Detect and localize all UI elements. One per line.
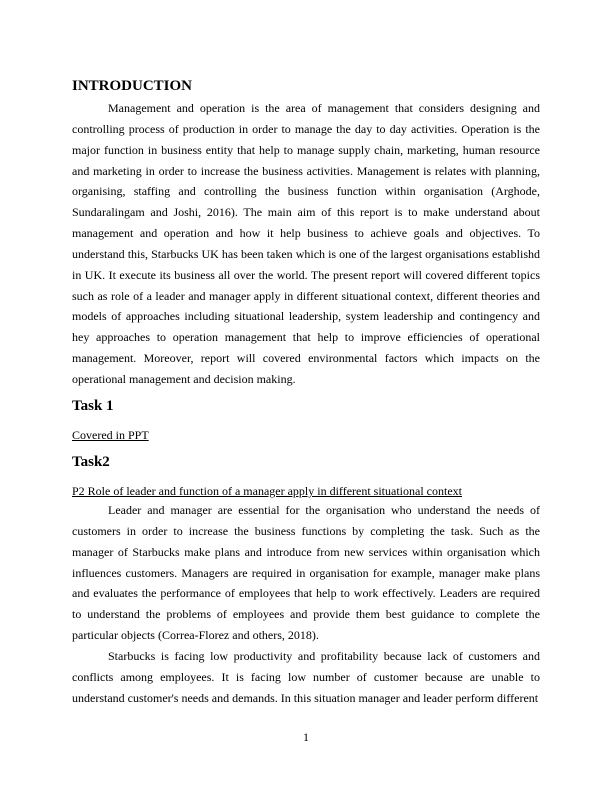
task1-heading: Task 1 — [72, 398, 114, 414]
introduction-heading: INTRODUCTION — [72, 78, 193, 94]
task2-subheading: P2 Role of leader and function of a manager apply in different situational context — [72, 484, 462, 498]
task2-paragraph-1: Leader and manager are essential for the organisation who understand the needs of customers in order to increase the business functions by completing the task. Such as the manager of Starbucks make plans and introduce from new services within organisation which influences customers. Managers are required in organisation for example, manager make plans and evaluates the performance of employees that help to work effectively. Leaders are required to understand the problems of employees and provide them best guidance to complete the particular objects (Correa-Florez and others, 2018). — [72, 503, 540, 643]
task1-note: Covered in PPT — [72, 428, 149, 442]
task2-paragraph-2: Starbucks is facing low productivity and profitability because lack of customers and conflicts among employees. It is facing low number of customer because are unable to understand customer's needs and demands. In this situation manager and leader perform different — [72, 649, 540, 705]
page-number: 1 — [303, 730, 309, 744]
task2-heading: Task2 — [72, 454, 110, 470]
introduction-paragraph: Management and operation is the area of management that considers designing and controlling process of production in order to manage the day to day activities. Operation is the major function in business entity that help to manage supply chain, marketing, human resource and marketing in order to increase the business activities. Management is relates with planning, organising, staffing and controlling the business function within organisation (Arghode, Sundaralingam and Joshi, 2016). The main aim of this report is to make understand about management and operation and how it help business to achieve goals and objectives. To understand this, Starbucks UK has been taken which is one of the largest organisations establishd in UK. It execute its business all over the world. The present report will covered different topics such as role of a leader and manager apply in different situational context, different theories and models of approaches including situational leadership, system leadership and contingency and hey approaches to operation management that help to improve efficiencies of operational management. Moreover, report will covered environmental factors which impacts on the operational management and decision making. — [72, 101, 540, 386]
